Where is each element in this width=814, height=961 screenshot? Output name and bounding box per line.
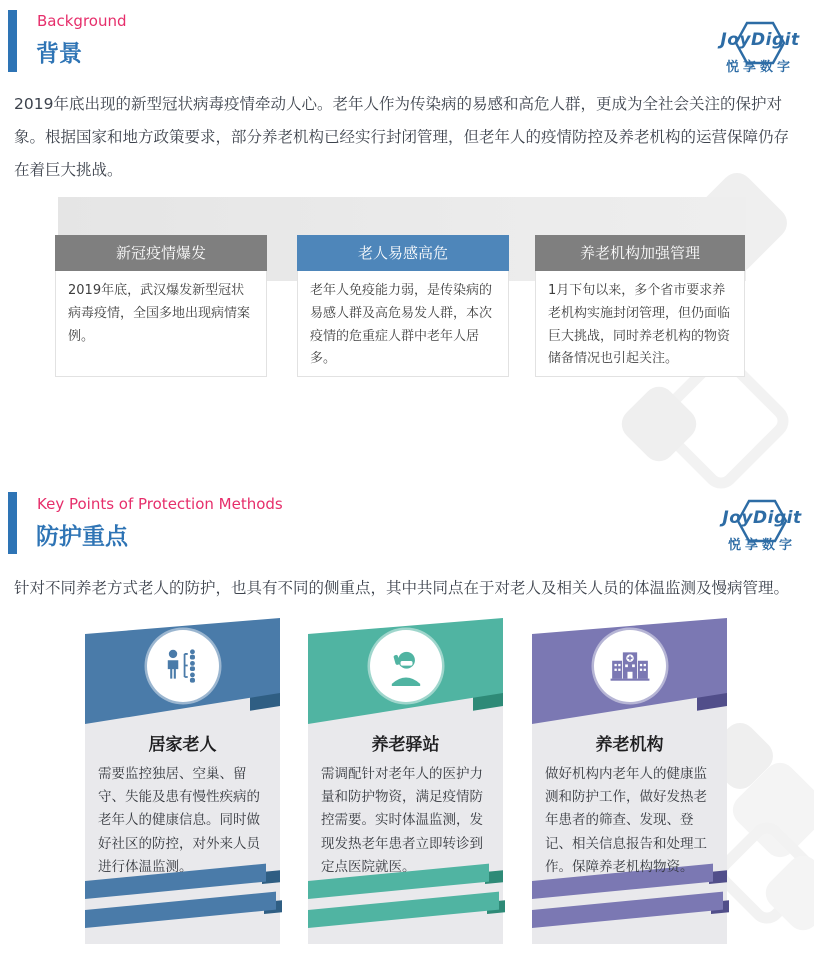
ribbon-card-home-elderly	[85, 618, 280, 944]
joydigit-logo	[710, 30, 810, 75]
info-box-header: 老人易感高危	[297, 235, 509, 271]
section-title-cn: 防护重点	[36, 524, 128, 550]
section-accent-bar	[8, 10, 17, 72]
card-body-text: 需调配针对老年人的医护力量和防护物资，满足疫情防控需要。实时体温监测，发现发热老年患者立即转诊到定点医院就医。	[321, 766, 483, 875]
card-icon-circle	[370, 630, 442, 702]
joydigit-logo	[712, 508, 812, 553]
ribbon-card-institution	[532, 618, 727, 944]
info-box-header: 养老机构加强管理	[535, 235, 745, 271]
section-label-en: Key Points of Protection Methods	[37, 495, 283, 513]
logo-wordmark: JoyDigit	[720, 30, 800, 50]
card-title: 养老驿站	[371, 735, 440, 755]
card-icon-circle	[147, 630, 219, 702]
home-elderly-monitor-icon	[162, 645, 204, 687]
logo-wordmark: JoyDigit	[722, 508, 802, 528]
nurse-call-icon	[385, 645, 427, 687]
info-box-institution-management	[535, 235, 745, 377]
card-body-text: 做好机构内老年人的健康监测和防护工作，做好发热老年患者的筛查、发现、登记、相关信息报告和处理工作。保障养老机构物资。	[545, 766, 707, 875]
info-box-elderly-risk	[297, 235, 509, 377]
section-intro-paragraph: 针对不同养老方式老人的防护，也具有不同的侧重点，其中共同点在于对老人及相关人员的体温监测及慢病管理。	[14, 579, 790, 597]
section-label-en: Background	[37, 12, 127, 30]
card-title: 居家老人	[148, 735, 217, 755]
info-box-body: 老年人免疫能力弱，是传染病的易感人群及高危易发人群，本次疫情的危重症人群中老年人居多。	[297, 271, 509, 377]
section-accent-bar	[8, 492, 17, 554]
card-body-text: 需要监控独居、空巢、留守、失能及患有慢性疾病的老年人的健康信息。同时做好社区的防控，对外来人员进行体温监测。	[98, 766, 260, 875]
info-box-body: 2019年底，武汉爆发新型冠状病毒疫情，全国多地出现病情案例。	[55, 271, 267, 377]
info-box-header: 新冠疫情爆发	[55, 235, 267, 271]
ribbon-card-service-station	[308, 618, 503, 944]
info-box-outbreak	[55, 235, 267, 377]
hospital-icon	[609, 645, 651, 687]
section-title-cn: 背景	[36, 41, 82, 67]
card-icon-circle	[594, 630, 666, 702]
logo-chinese-name: 悦享数字	[725, 60, 794, 75]
card-title: 养老机构	[595, 735, 664, 755]
section-intro-paragraph: 2019年底出现的新型冠状病毒疫情牵动人心。老年人作为传染病的易感和高危人群，更成为全社会关注的保护对象。根据国家和地方政策要求，部分养老机构已经实行封闭管理，但老年人的疫情防控及养老机构的运营保障仍存在着巨大挑战。	[14, 95, 790, 179]
logo-chinese-name: 悦享数字	[727, 538, 796, 553]
info-box-body: 1月下旬以来，多个省市要求养老机构实施封闭管理，但仍面临巨大挑战，同时养老机构的物资储备情况也引起关注。	[535, 271, 745, 377]
